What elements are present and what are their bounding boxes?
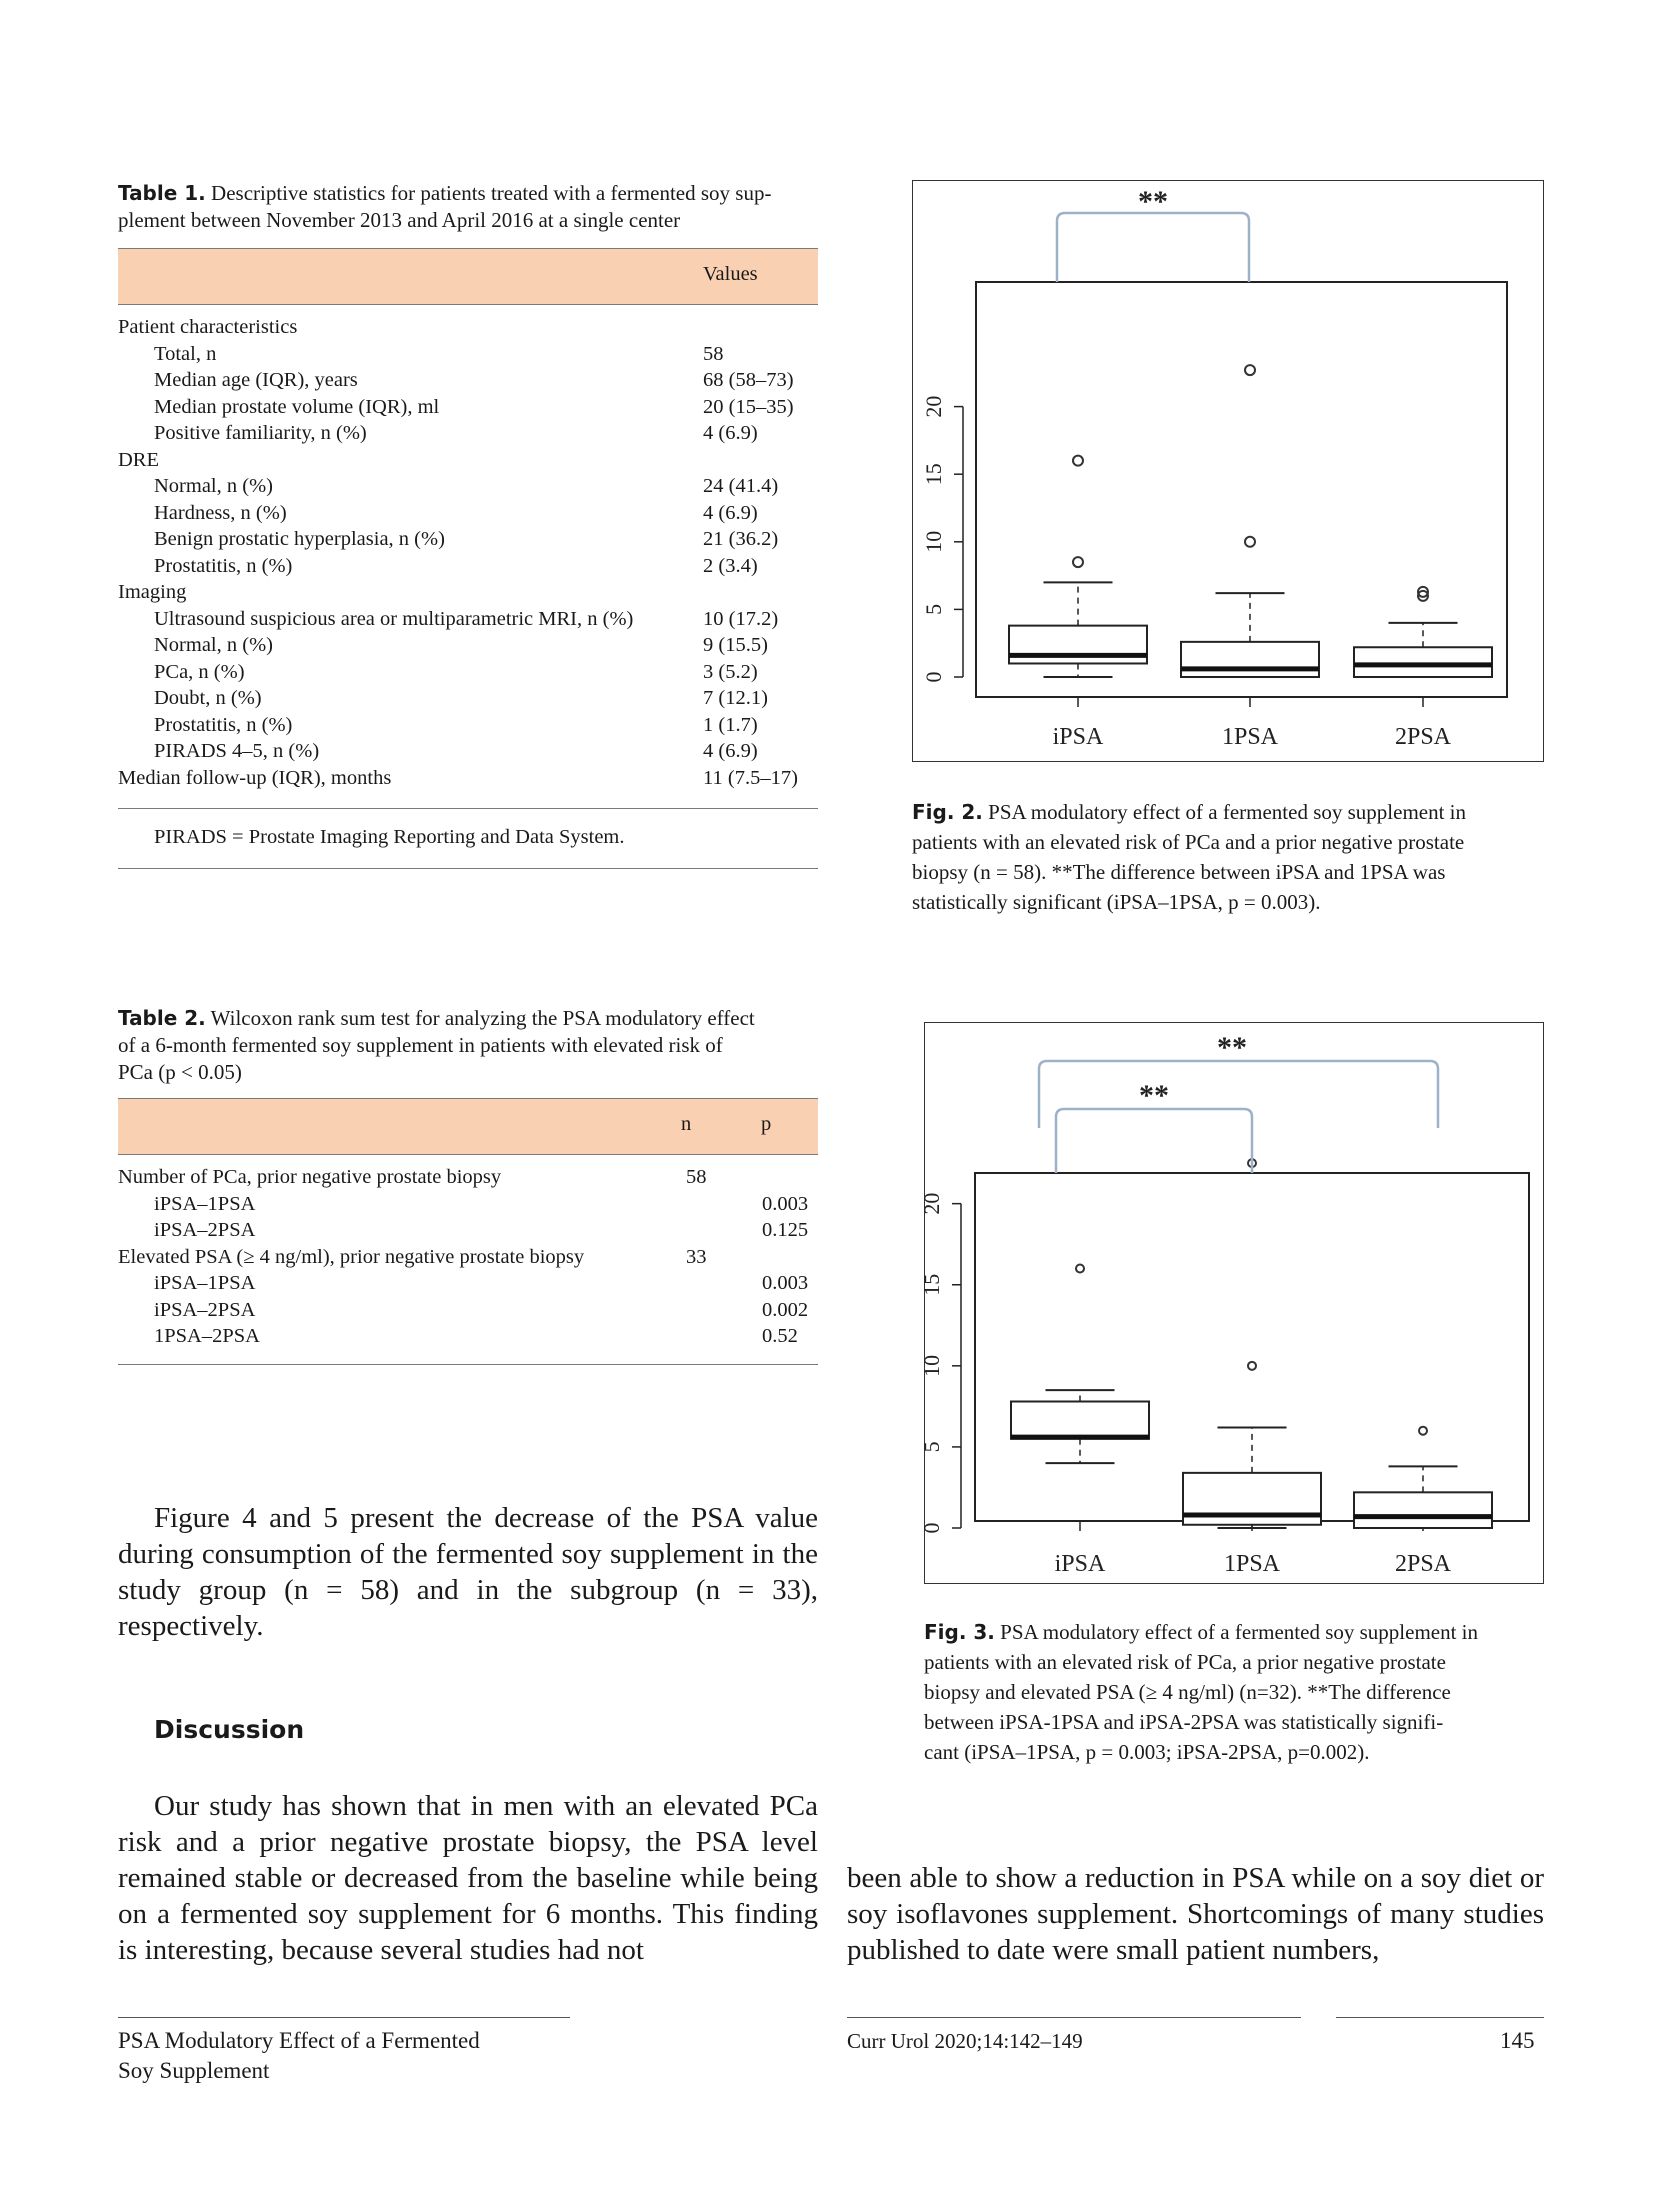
outlier-point [1419, 1427, 1427, 1435]
table1-row-label: Median age (IQR), years [154, 369, 358, 391]
table1-row [118, 659, 818, 686]
table1-caption [118, 180, 823, 234]
footer-title-line: Soy Supplement [118, 2058, 270, 2083]
y-tick-label: 10 [919, 1354, 944, 1377]
x-tick-label: iPSA [1052, 724, 1104, 750]
y-tick-label: 5 [921, 603, 946, 615]
x-tick-label: 1PSA [1223, 1551, 1281, 1577]
table2-row [118, 1323, 818, 1350]
box [1181, 642, 1319, 677]
figure-3-frame [919, 1022, 1544, 1584]
y-tick-label: 0 [919, 1522, 944, 1534]
table1-row-label: Total, n [154, 342, 217, 365]
paragraph-text: Our study has shown that in men with an elevated PCa risk and a prior negative prostate biopsy, the PSA level remained stable or decreased from the baseline while being on a fermented soy supplement for 6 months. This finding is interesting, because several studies had not [118, 1790, 818, 1966]
figure-2-frame [912, 180, 1544, 762]
footer-journal: Curr Urol 2020;14:142–149 [847, 2029, 1083, 2053]
table1-row [118, 712, 818, 739]
table1-row-label: Median follow-up (IQR), months [118, 766, 392, 789]
table2-row-p: 0.002 [762, 1298, 809, 1321]
table1-caption-label: Table 1. [118, 181, 206, 205]
figure-2-caption [912, 797, 1544, 917]
y-tick-label: 10 [921, 530, 946, 553]
table1-row [118, 579, 818, 606]
table1-row-label: Ultrasound suspicious area or multiparametric MRI, n (%) [154, 607, 634, 630]
table1-header [118, 248, 818, 305]
table1-row [118, 606, 818, 633]
fig2-caption-line: biopsy (n = 58). **The difference between iPSA and 1PSA was [912, 860, 1446, 884]
table1-row [118, 341, 818, 368]
y-tick-label: 15 [921, 463, 946, 486]
fig2-caption-label: Fig. 2. [912, 800, 983, 824]
table2-bottom-rule [118, 1364, 818, 1365]
table1-row [118, 394, 818, 421]
table1-row-label: Prostatitis, n (%) [154, 554, 293, 577]
y-tick-label: 15 [919, 1273, 944, 1296]
table2-row-p: 0.52 [762, 1325, 798, 1347]
table2-row-label: 1PSA–2PSA [154, 1325, 260, 1347]
figure-3-chart [919, 1023, 1542, 1582]
outlier-point [1073, 456, 1083, 466]
table2-caption-line: of a 6-month fermented soy supplement in patients with elevated risk of [118, 1033, 723, 1057]
table2-caption [118, 1005, 823, 1086]
fig3-caption-line: patients with an elevated risk of PCa, a prior negative prostate [924, 1650, 1446, 1674]
table1-caption-line [118, 180, 823, 207]
table1-row-label: Hardness, n (%) [154, 501, 287, 524]
caption-text: Wilcoxon rank sum test for analyzing the PSA modulatory effect [210, 1006, 755, 1030]
table1-row-value: 4 (6.9) [703, 740, 758, 762]
table2-row-label: iPSA–2PSA [154, 1219, 256, 1241]
box [1354, 647, 1492, 677]
caption-text: PSA modulatory effect of a fermented soy supplement in [988, 800, 1467, 824]
footer-rule-left [118, 2017, 570, 2018]
fig3-caption-line [924, 1617, 1544, 1647]
table1-row-label: Benign prostatic hyperplasia, n (%) [154, 528, 445, 550]
table2-caption-label: Table 2. [118, 1006, 206, 1030]
table1-row [118, 473, 818, 500]
table2-header-n: n [681, 1113, 692, 1135]
table1-row-label: PCa, n (%) [154, 660, 245, 683]
table1-row-label: Normal, n (%) [154, 475, 273, 497]
outlier-point [1248, 1362, 1256, 1370]
paragraph-continued [847, 1860, 1544, 1968]
fig2-caption-line: statistically significant (iPSA–1PSA, p = 0.003). [912, 890, 1321, 914]
outlier-point [1073, 557, 1083, 567]
table1-row-label: DRE [118, 448, 159, 471]
significance-bracket-inner [1056, 1109, 1252, 1173]
paragraph-discussion [118, 1788, 818, 1968]
table1-row [118, 447, 818, 474]
table1-row-value: 4 (6.9) [703, 422, 758, 444]
box [1011, 1402, 1149, 1439]
y-tick-label: 0 [921, 671, 946, 683]
table1-row-value: 4 (6.9) [703, 501, 758, 524]
table1-row [118, 738, 818, 765]
x-tick-label: iPSA [1054, 1551, 1106, 1577]
paragraph-text: been able to show a reduction in PSA while on a soy diet or soy isoflavones supplement. Shortcomings of many studies published to date were small patient numbers, [847, 1862, 1544, 1966]
table1-row-label: Median prostate volume (IQR), ml [154, 395, 440, 418]
table1-row-value: 68 (58–73) [703, 369, 794, 391]
outlier-point [1076, 1265, 1084, 1273]
caption-text: Descriptive statistics for patients treated with a fermented soy sup- [211, 181, 772, 205]
table1-row [118, 685, 818, 712]
table1-row [118, 500, 818, 527]
table2-row-n: 33 [686, 1245, 707, 1268]
table1-row [118, 553, 818, 580]
table1-row [118, 765, 818, 792]
table2-row [118, 1191, 818, 1218]
table1-row-value: 10 (17.2) [703, 607, 779, 630]
table1-footnote: PIRADS = Prostate Imaging Reporting and Data System. [154, 826, 625, 848]
significance-marker: ** [1138, 185, 1168, 218]
table1-footnote-rule [118, 868, 818, 869]
paragraph-figures [118, 1500, 818, 1644]
footer-running-title [118, 2026, 480, 2086]
table1-row-label: Imaging [118, 581, 187, 603]
table1-row-value: 58 [703, 342, 724, 365]
paragraph-text: Figure 4 and 5 present the decrease of the PSA value during consumption of the fermented soy supplement in the study group (n = 58) and in the subgroup (n = 33), respectively. [118, 1502, 818, 1642]
caption-text: PSA modulatory effect of a fermented soy supplement in [1000, 1620, 1479, 1644]
table2-caption-line [118, 1005, 823, 1032]
table1-row-label: Patient characteristics [118, 316, 298, 338]
table2-row-p: 0.003 [762, 1272, 809, 1294]
page-number: 145 [1500, 2028, 1535, 2053]
table1-row-label: Normal, n (%) [154, 634, 273, 656]
table2-row [118, 1270, 818, 1297]
x-tick-label: 1PSA [1221, 724, 1279, 750]
table2-row [118, 1244, 818, 1271]
table1 [118, 248, 818, 868]
fig3-caption-line: biopsy and elevated PSA (≥ 4 ng/ml) (n=32). **The difference [924, 1680, 1451, 1704]
table1-row-label: Doubt, n (%) [154, 687, 262, 709]
table1-row-value: 24 (41.4) [703, 475, 779, 497]
table2-caption-line: PCa (p < 0.05) [118, 1060, 242, 1084]
outlier-point [1245, 365, 1255, 375]
box [1354, 1492, 1492, 1528]
table2-row [118, 1297, 818, 1324]
table1-row-value: 1 (1.7) [703, 713, 758, 736]
fig3-caption-label: Fig. 3. [924, 1620, 995, 1644]
x-tick-label: 2PSA [1394, 724, 1452, 750]
fig3-caption-line: cant (iPSA–1PSA, p = 0.003; iPSA-2PSA, p=0.002). [924, 1740, 1370, 1764]
table2-row-label: iPSA–2PSA [154, 1298, 256, 1321]
y-tick-label: 20 [921, 395, 946, 418]
table1-row [118, 526, 818, 553]
table1-row [118, 632, 818, 659]
table1-row [118, 420, 818, 447]
fig2-caption-line [912, 797, 1544, 827]
table1-bottom-rule [118, 808, 818, 809]
fig3-caption-line: between iPSA-1PSA and iPSA-2PSA was statistically signifi- [924, 1710, 1444, 1734]
table1-row-value: 11 (7.5–17) [703, 766, 798, 789]
table1-row [118, 367, 818, 394]
table1-row-label: PIRADS 4–5, n (%) [154, 740, 320, 762]
table1-row-value: 21 (36.2) [703, 528, 779, 550]
table2 [118, 1098, 818, 1368]
table2-row-p: 0.003 [762, 1192, 809, 1215]
outlier-point [1245, 537, 1255, 547]
table1-row-value: 20 (15–35) [703, 395, 794, 418]
table1-row-value: 3 (5.2) [703, 660, 758, 683]
table2-row-label: iPSA–1PSA [154, 1272, 256, 1294]
discussion-heading: Discussion [154, 1715, 305, 1744]
table1-row-value: 2 (3.4) [703, 554, 758, 577]
figure-3-caption [924, 1617, 1544, 1767]
table1-row-value: 7 (12.1) [703, 687, 768, 709]
table2-header-p: p [761, 1113, 772, 1135]
table1-row-value: 9 (15.5) [703, 634, 768, 656]
fig2-caption-line: patients with an elevated risk of PCa and a prior negative prostate [912, 830, 1465, 854]
table2-header [118, 1098, 818, 1155]
table2-row-label: iPSA–1PSA [154, 1192, 256, 1215]
x-tick-label: 2PSA [1394, 1551, 1452, 1577]
table1-header-values: Values [703, 263, 758, 285]
table1-row-label: Prostatitis, n (%) [154, 713, 293, 736]
significance-marker-inner: ** [1139, 1079, 1169, 1112]
footer-rule-mid [847, 2017, 1301, 2018]
significance-bracket [1057, 213, 1249, 282]
table1-row [118, 314, 818, 341]
significance-marker-outer: ** [1217, 1031, 1247, 1064]
figure-2-chart [913, 181, 1542, 760]
table2-row-p: 0.125 [762, 1219, 809, 1241]
table1-caption-line: plement between November 2013 and April 2016 at a single center [118, 208, 681, 232]
table2-row-label: Elevated PSA (≥ 4 ng/ml), prior negative prostate biopsy [118, 1245, 585, 1268]
table2-row [118, 1164, 818, 1191]
y-tick-label: 20 [919, 1192, 944, 1215]
footer-rule-right [1336, 2017, 1544, 2018]
table2-row [118, 1217, 818, 1244]
table2-row-label: Number of PCa, prior negative prostate biopsy [118, 1166, 502, 1188]
footer-title-line: PSA Modulatory Effect of a Fermented [118, 2028, 480, 2053]
table1-row-label: Positive familiarity, n (%) [154, 422, 367, 444]
significance-bracket-outer [1039, 1061, 1438, 1128]
y-tick-label: 5 [919, 1441, 944, 1453]
table2-row-n: 58 [686, 1166, 707, 1188]
